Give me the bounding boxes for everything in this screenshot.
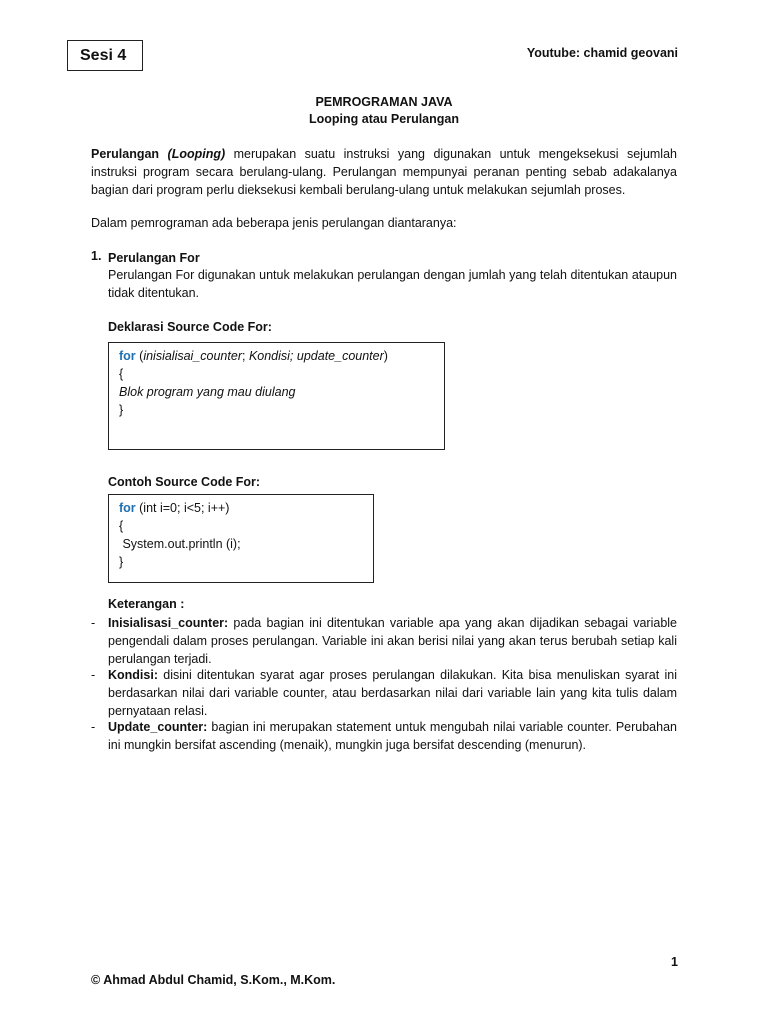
for-keyword: for: [119, 349, 136, 363]
declaration-body: Blok program yang mau diulang: [119, 385, 296, 399]
session-label-box: [67, 40, 143, 71]
intro-paragraph: [91, 145, 677, 199]
example-body: System.out.println (i);: [119, 537, 241, 551]
declaration-code-box: [108, 342, 445, 450]
note-text-3: bagian ini merupakan statement untuk mengubah nilai variable counter. Perubahan ini mungkin bersifat ascending (menaik), mungkin juga bersifat descending (menurun).: [108, 720, 677, 752]
declaration-line-1: [119, 347, 434, 365]
types-intro: Dalam pemrograman ada beberapa jenis perulangan diantaranya:: [91, 216, 457, 230]
section-description: Perulangan For digunakan untuk melakukan perulangan dengan jumlah yang telah ditentukan ataupun tidak ditentukan.: [108, 268, 677, 300]
paren-close: ): [383, 349, 388, 363]
note-term-3: Update_counter:: [108, 720, 208, 734]
example-header: (int i=0; i<5; i++): [135, 501, 230, 515]
declaration-brace-open: {: [119, 367, 124, 381]
note-item-2: - Kondisi: disini ditentukan syarat agar proses perulangan dilakukan. Kita bisa menuliskan syarat ini berdasarkan nilai dari variable counter, atau berdasarkan nilai dari variable lain yang kita tulis dalam pernyataan relasi.: [91, 668, 677, 718]
example-brace-close: }: [119, 555, 124, 569]
declaration-label: Deklarasi Source Code For:: [108, 320, 272, 334]
note-item-1: - Inisialisasi_counter: pada bagian ini ditentukan variable apa yang akan dijadikan sebagai variable pengendali dalam proses perulangan. Variable ini akan berisi nilai yang akan terus berubah setiap kali perulangan terjadi.: [91, 616, 677, 666]
note-term-2: Kondisi:: [108, 668, 158, 682]
declaration-brace-close: }: [119, 403, 124, 417]
paren-open: (: [135, 349, 144, 363]
session-label: Sesi 4: [80, 46, 127, 64]
param-sep: ;: [241, 349, 249, 363]
section-heading: Perulangan For: [108, 251, 200, 265]
param-cond-update: Kondisi; update_counter: [248, 349, 384, 363]
for-keyword-example: for: [119, 501, 136, 515]
intro-term: Perulangan: [91, 147, 160, 161]
example-brace-open: {: [119, 519, 124, 533]
param-init: inisialisai_counter: [143, 349, 242, 363]
youtube-channel: Youtube: chamid geovani: [526, 46, 678, 60]
example-label: Contoh Source Code For:: [108, 475, 261, 489]
page-number: 1: [671, 955, 678, 969]
example-code-box: [108, 494, 374, 583]
document-subtitle: Looping atau Perulangan: [308, 112, 459, 126]
footer-copyright: © Ahmad Abdul Chamid, S.Kom., M.Kom.: [91, 973, 336, 987]
document-title: PEMROGRAMAN JAVA: [315, 95, 453, 109]
notes-heading: Keterangan :: [108, 597, 185, 611]
note-text-1: pada bagian ini ditentukan variable apa yang akan dijadikan sebagai variable pengendali dalam proses perulangan. Variable ini akan berisi nilai yang akan terus berubah setiap kali perulangan terjadi.: [108, 616, 677, 666]
note-term-1: Inisialisasi_counter:: [108, 616, 229, 630]
intro-text: merupakan suatu instruksi yang digunakan untuk mengeksekusi sejumlah instruksi program secara berulang-ulang. Perulangan mempunyai peranan penting sebab adakalanya bagian dari program perlu dieksekusi kembali berulang-ulang untuk melakukan sejumlah proses.: [91, 147, 677, 197]
note-item-3: - Update_counter: bagian ini merupakan statement untuk mengubah nilai variable counter. Perubahan ini mungkin bersifat ascending (menaik), mungkin juga bersifat descending (menurun).: [91, 720, 677, 752]
note-text-2: disini ditentukan syarat agar proses perulangan dilakukan. Kita bisa menuliskan syarat ini berdasarkan nilai dari variable counter, atau berdasarkan nilai dari variable lain yang kita tulis dalam pernyataan relasi.: [108, 668, 677, 718]
section-number: 1.: [91, 249, 102, 263]
intro-term-paren: (Looping): [167, 147, 226, 161]
example-line-1: [119, 499, 363, 517]
